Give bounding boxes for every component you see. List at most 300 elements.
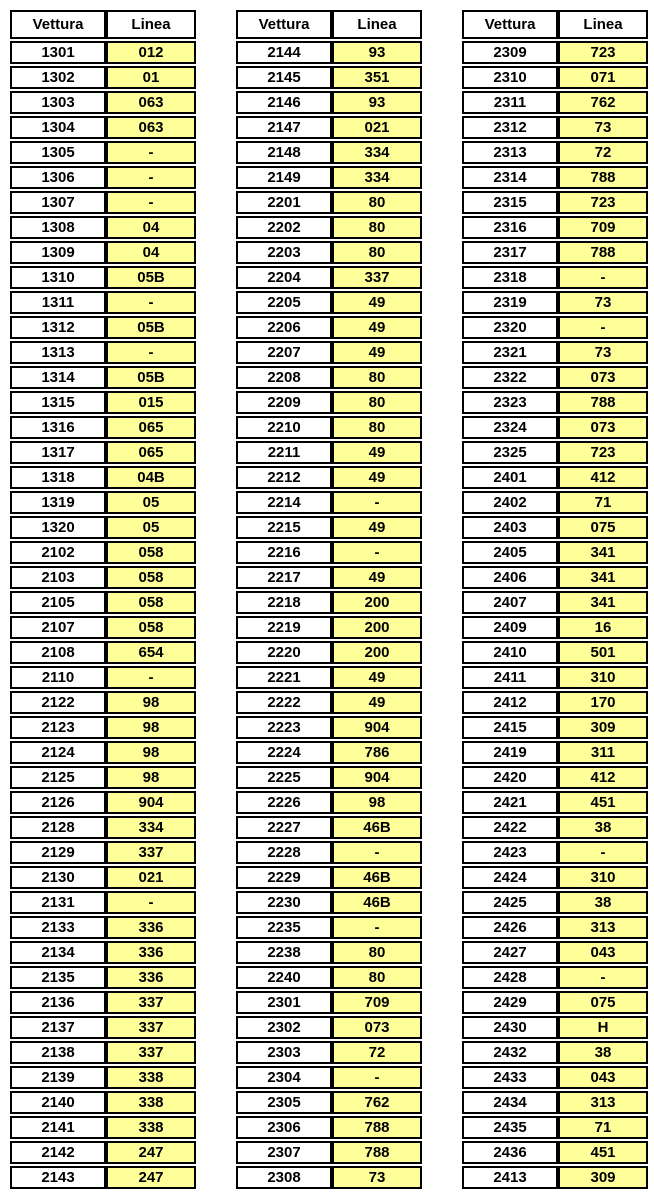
linea-cell: 80	[332, 941, 422, 964]
table-row	[236, 116, 422, 139]
table-row	[236, 1041, 422, 1064]
column-header-vettura: Vettura	[462, 10, 558, 39]
linea-cell: 762	[558, 91, 648, 114]
linea-cell: 313	[558, 1091, 648, 1114]
linea-cell: 80	[332, 191, 422, 214]
linea-cell: 38	[558, 1041, 648, 1064]
vettura-cell: 2319	[462, 291, 558, 314]
vettura-cell: 2226	[236, 791, 332, 814]
linea-cell: -	[106, 166, 196, 189]
vettura-cell: 2433	[462, 1066, 558, 1089]
linea-cell: 98	[106, 716, 196, 739]
table-row	[10, 716, 196, 739]
vettura-cell: 2222	[236, 691, 332, 714]
linea-cell: 49	[332, 466, 422, 489]
linea-cell: 788	[558, 166, 648, 189]
linea-cell: 38	[558, 891, 648, 914]
linea-cell: -	[332, 916, 422, 939]
linea-cell: 073	[558, 366, 648, 389]
vettura-linea-table-3	[462, 8, 648, 1191]
table-row	[10, 1141, 196, 1164]
table-row	[10, 1116, 196, 1139]
vettura-cell: 2146	[236, 91, 332, 114]
linea-cell: 341	[558, 566, 648, 589]
header-row	[10, 10, 196, 39]
table-row	[462, 216, 648, 239]
table-row	[10, 941, 196, 964]
linea-cell: 071	[558, 66, 648, 89]
vettura-cell: 1306	[10, 166, 106, 189]
linea-cell: 49	[332, 441, 422, 464]
table-row	[10, 966, 196, 989]
vettura-cell: 2324	[462, 416, 558, 439]
vettura-cell: 2217	[236, 566, 332, 589]
table-row	[462, 491, 648, 514]
linea-cell: 80	[332, 416, 422, 439]
vettura-cell: 2229	[236, 866, 332, 889]
table-row	[10, 341, 196, 364]
linea-cell: 063	[106, 91, 196, 114]
table-row	[462, 91, 648, 114]
linea-cell: -	[558, 266, 648, 289]
vettura-cell: 1317	[10, 441, 106, 464]
vettura-cell: 2306	[236, 1116, 332, 1139]
table-row	[236, 316, 422, 339]
table-row	[462, 66, 648, 89]
table-row	[236, 541, 422, 564]
table-row	[236, 966, 422, 989]
linea-cell: 337	[106, 1016, 196, 1039]
linea-cell: 200	[332, 591, 422, 614]
vettura-linea-table-2	[236, 8, 422, 1191]
linea-cell: 71	[558, 491, 648, 514]
linea-cell: 709	[332, 991, 422, 1014]
table-row	[462, 541, 648, 564]
vettura-cell: 2110	[10, 666, 106, 689]
linea-cell: 80	[332, 966, 422, 989]
linea-cell: 501	[558, 641, 648, 664]
table-row	[462, 766, 648, 789]
table-row	[10, 666, 196, 689]
table-row	[10, 1041, 196, 1064]
table-row	[462, 891, 648, 914]
linea-cell: 904	[332, 716, 422, 739]
linea-cell: 786	[332, 741, 422, 764]
table-row	[10, 316, 196, 339]
linea-cell: 351	[332, 66, 422, 89]
vettura-cell: 2428	[462, 966, 558, 989]
vettura-cell: 2123	[10, 716, 106, 739]
vettura-cell: 2230	[236, 891, 332, 914]
linea-cell: 015	[106, 391, 196, 414]
table-row	[462, 666, 648, 689]
vettura-cell: 2322	[462, 366, 558, 389]
table-row	[10, 791, 196, 814]
vettura-cell: 2105	[10, 591, 106, 614]
table-row	[236, 816, 422, 839]
vettura-cell: 2206	[236, 316, 332, 339]
table-row	[10, 216, 196, 239]
table-row	[236, 916, 422, 939]
vettura-cell: 1310	[10, 266, 106, 289]
table-row	[462, 1041, 648, 1064]
vettura-cell: 2323	[462, 391, 558, 414]
linea-cell: 073	[558, 416, 648, 439]
table-row	[236, 266, 422, 289]
vettura-cell: 2221	[236, 666, 332, 689]
table-row	[236, 1166, 422, 1189]
vettura-cell: 2107	[10, 616, 106, 639]
table-row	[462, 341, 648, 364]
vettura-cell: 2138	[10, 1041, 106, 1064]
table-row	[10, 466, 196, 489]
linea-cell: 058	[106, 616, 196, 639]
linea-cell: 338	[106, 1066, 196, 1089]
vettura-cell: 2430	[462, 1016, 558, 1039]
vettura-cell: 2305	[236, 1091, 332, 1114]
vettura-cell: 2143	[10, 1166, 106, 1189]
vettura-cell: 2201	[236, 191, 332, 214]
vettura-cell: 2225	[236, 766, 332, 789]
linea-cell: 73	[558, 291, 648, 314]
vettura-cell: 1315	[10, 391, 106, 414]
vettura-cell: 1312	[10, 316, 106, 339]
linea-cell: 93	[332, 41, 422, 64]
linea-cell: 80	[332, 391, 422, 414]
vettura-cell: 2426	[462, 916, 558, 939]
table-row	[10, 166, 196, 189]
linea-cell: 065	[106, 441, 196, 464]
table-row	[236, 616, 422, 639]
table-row	[462, 191, 648, 214]
vettura-cell: 2415	[462, 716, 558, 739]
table-row	[236, 366, 422, 389]
vettura-cell: 2125	[10, 766, 106, 789]
table-row	[236, 666, 422, 689]
table-row	[236, 716, 422, 739]
vettura-cell: 2204	[236, 266, 332, 289]
linea-cell: 49	[332, 691, 422, 714]
table-row	[236, 191, 422, 214]
table-row	[236, 166, 422, 189]
table-row	[462, 841, 648, 864]
linea-cell: 788	[558, 241, 648, 264]
linea-cell: 49	[332, 291, 422, 314]
column-header-vettura: Vettura	[10, 10, 106, 39]
linea-cell: 247	[106, 1141, 196, 1164]
table-row	[10, 541, 196, 564]
linea-cell: 762	[332, 1091, 422, 1114]
table-row	[462, 691, 648, 714]
table-row	[236, 641, 422, 664]
linea-cell: 05B	[106, 316, 196, 339]
vettura-cell: 2407	[462, 591, 558, 614]
vettura-cell: 2124	[10, 741, 106, 764]
header-row	[236, 10, 422, 39]
linea-cell: 043	[558, 1066, 648, 1089]
vettura-cell: 2207	[236, 341, 332, 364]
linea-cell: 200	[332, 616, 422, 639]
vettura-cell: 2139	[10, 1066, 106, 1089]
linea-cell: -	[332, 541, 422, 564]
vettura-cell: 2315	[462, 191, 558, 214]
linea-cell: 412	[558, 766, 648, 789]
linea-cell: 72	[558, 141, 648, 164]
vettura-cell: 2220	[236, 641, 332, 664]
table-row	[10, 66, 196, 89]
table-row	[10, 241, 196, 264]
table-row	[10, 1166, 196, 1189]
vettura-cell: 2422	[462, 816, 558, 839]
linea-cell: 337	[332, 266, 422, 289]
vettura-cell: 1307	[10, 191, 106, 214]
vettura-cell: 2301	[236, 991, 332, 1014]
vettura-cell: 2147	[236, 116, 332, 139]
vettura-cell: 2235	[236, 916, 332, 939]
linea-cell: 49	[332, 516, 422, 539]
table-row	[462, 1066, 648, 1089]
linea-cell: 46B	[332, 891, 422, 914]
linea-cell: 05B	[106, 366, 196, 389]
vettura-cell: 2136	[10, 991, 106, 1014]
table-row	[10, 841, 196, 864]
vettura-cell: 2409	[462, 616, 558, 639]
vettura-cell: 2325	[462, 441, 558, 464]
table-row	[462, 416, 648, 439]
table-row	[462, 391, 648, 414]
table-row	[236, 391, 422, 414]
table-row	[10, 591, 196, 614]
linea-cell: 01	[106, 66, 196, 89]
table-row	[236, 566, 422, 589]
vettura-cell: 2203	[236, 241, 332, 264]
linea-cell: 723	[558, 191, 648, 214]
vettura-cell: 2318	[462, 266, 558, 289]
table-row	[10, 291, 196, 314]
linea-cell: 337	[106, 841, 196, 864]
table-row	[10, 416, 196, 439]
vettura-cell: 2402	[462, 491, 558, 514]
table-row	[462, 616, 648, 639]
table-row	[236, 341, 422, 364]
table-row	[236, 766, 422, 789]
vettura-cell: 2227	[236, 816, 332, 839]
vettura-cell: 1305	[10, 141, 106, 164]
table-row	[462, 466, 648, 489]
table-row	[10, 491, 196, 514]
table-row	[10, 266, 196, 289]
vettura-cell: 2223	[236, 716, 332, 739]
table-row	[236, 291, 422, 314]
table-row	[236, 441, 422, 464]
table-row	[462, 316, 648, 339]
vettura-cell: 2126	[10, 791, 106, 814]
vettura-cell: 2308	[236, 1166, 332, 1189]
linea-cell: -	[332, 1066, 422, 1089]
table-row	[10, 441, 196, 464]
linea-cell: 38	[558, 816, 648, 839]
vettura-cell: 2316	[462, 216, 558, 239]
table-row	[10, 366, 196, 389]
linea-cell: 93	[332, 91, 422, 114]
table-row	[236, 1116, 422, 1139]
table-row	[10, 1091, 196, 1114]
table-row	[462, 991, 648, 1014]
table-row	[462, 1166, 648, 1189]
linea-cell: 80	[332, 241, 422, 264]
vettura-cell: 2103	[10, 566, 106, 589]
table-row	[10, 191, 196, 214]
table-row	[462, 1116, 648, 1139]
vettura-cell: 2320	[462, 316, 558, 339]
linea-cell: 058	[106, 541, 196, 564]
vettura-cell: 2304	[236, 1066, 332, 1089]
table-row	[236, 66, 422, 89]
linea-cell: 309	[558, 1166, 648, 1189]
linea-cell: 247	[106, 1166, 196, 1189]
vettura-cell: 1311	[10, 291, 106, 314]
table-row	[10, 116, 196, 139]
vettura-cell: 1309	[10, 241, 106, 264]
vettura-cell: 2311	[462, 91, 558, 114]
vettura-cell: 2405	[462, 541, 558, 564]
table-row	[236, 516, 422, 539]
linea-cell: 338	[106, 1091, 196, 1114]
table-row	[462, 116, 648, 139]
linea-cell: -	[106, 666, 196, 689]
vettura-cell: 2208	[236, 366, 332, 389]
linea-cell: -	[558, 841, 648, 864]
table-row	[462, 816, 648, 839]
linea-cell: 341	[558, 541, 648, 564]
vettura-cell: 2317	[462, 241, 558, 264]
vettura-cell: 2216	[236, 541, 332, 564]
linea-cell: 904	[332, 766, 422, 789]
vettura-cell: 2421	[462, 791, 558, 814]
vettura-cell: 2130	[10, 866, 106, 889]
vettura-cell: 2240	[236, 966, 332, 989]
linea-cell: 073	[332, 1016, 422, 1039]
table-row	[10, 91, 196, 114]
vettura-cell: 2140	[10, 1091, 106, 1114]
linea-cell: 310	[558, 866, 648, 889]
linea-cell: 012	[106, 41, 196, 64]
header-row	[462, 10, 648, 39]
linea-cell: 336	[106, 966, 196, 989]
linea-cell: 337	[106, 1041, 196, 1064]
vettura-cell: 2141	[10, 1116, 106, 1139]
linea-cell: 46B	[332, 866, 422, 889]
table-row	[236, 791, 422, 814]
vettura-cell: 2314	[462, 166, 558, 189]
vettura-cell: 1320	[10, 516, 106, 539]
table-row	[462, 266, 648, 289]
table-row	[236, 1016, 422, 1039]
vettura-cell: 2423	[462, 841, 558, 864]
vettura-cell: 2434	[462, 1091, 558, 1114]
table-row	[10, 691, 196, 714]
linea-cell: 021	[332, 116, 422, 139]
linea-cell: 04	[106, 216, 196, 239]
linea-cell: 336	[106, 941, 196, 964]
linea-cell: 412	[558, 466, 648, 489]
table-row	[236, 1141, 422, 1164]
linea-cell: 71	[558, 1116, 648, 1139]
linea-cell: -	[332, 841, 422, 864]
table-row	[10, 741, 196, 764]
vettura-cell: 1319	[10, 491, 106, 514]
table-row	[10, 816, 196, 839]
linea-cell: 058	[106, 566, 196, 589]
linea-cell: 058	[106, 591, 196, 614]
vettura-cell: 2424	[462, 866, 558, 889]
linea-cell: -	[332, 491, 422, 514]
table-row	[462, 1141, 648, 1164]
vettura-cell: 1308	[10, 216, 106, 239]
linea-cell: 309	[558, 716, 648, 739]
table-row	[236, 591, 422, 614]
linea-cell: 334	[106, 816, 196, 839]
table-row	[10, 391, 196, 414]
table-row	[462, 916, 648, 939]
vettura-cell: 1302	[10, 66, 106, 89]
table-row	[462, 1016, 648, 1039]
vettura-cell: 2210	[236, 416, 332, 439]
vettura-cell: 2321	[462, 341, 558, 364]
column-header-linea: Linea	[332, 10, 422, 39]
vettura-cell: 2211	[236, 441, 332, 464]
vettura-cell: 2214	[236, 491, 332, 514]
table-row	[10, 141, 196, 164]
linea-cell: -	[558, 966, 648, 989]
vettura-cell: 2133	[10, 916, 106, 939]
table-row	[10, 891, 196, 914]
linea-cell: -	[106, 291, 196, 314]
vettura-cell: 2228	[236, 841, 332, 864]
vettura-cell: 1314	[10, 366, 106, 389]
linea-cell: -	[106, 191, 196, 214]
vettura-cell: 2425	[462, 891, 558, 914]
linea-cell: 075	[558, 516, 648, 539]
table-row	[236, 41, 422, 64]
linea-cell: 723	[558, 441, 648, 464]
column-header-linea: Linea	[106, 10, 196, 39]
table-row	[10, 1066, 196, 1089]
linea-cell: 73	[558, 341, 648, 364]
table-row	[462, 1091, 648, 1114]
vettura-cell: 2142	[10, 1141, 106, 1164]
linea-cell: 334	[332, 166, 422, 189]
vettura-cell: 2406	[462, 566, 558, 589]
vettura-cell: 2310	[462, 66, 558, 89]
table-row	[462, 866, 648, 889]
vettura-cell: 2429	[462, 991, 558, 1014]
table-row	[236, 241, 422, 264]
vettura-cell: 1304	[10, 116, 106, 139]
table-row	[462, 716, 648, 739]
table-row	[462, 941, 648, 964]
table-row	[236, 841, 422, 864]
linea-cell: 98	[106, 691, 196, 714]
linea-cell: H	[558, 1016, 648, 1039]
linea-cell: -	[106, 141, 196, 164]
linea-cell: 021	[106, 866, 196, 889]
vettura-cell: 1303	[10, 91, 106, 114]
table-row	[236, 466, 422, 489]
vettura-cell: 2131	[10, 891, 106, 914]
table-row	[462, 641, 648, 664]
table-row	[10, 991, 196, 1014]
